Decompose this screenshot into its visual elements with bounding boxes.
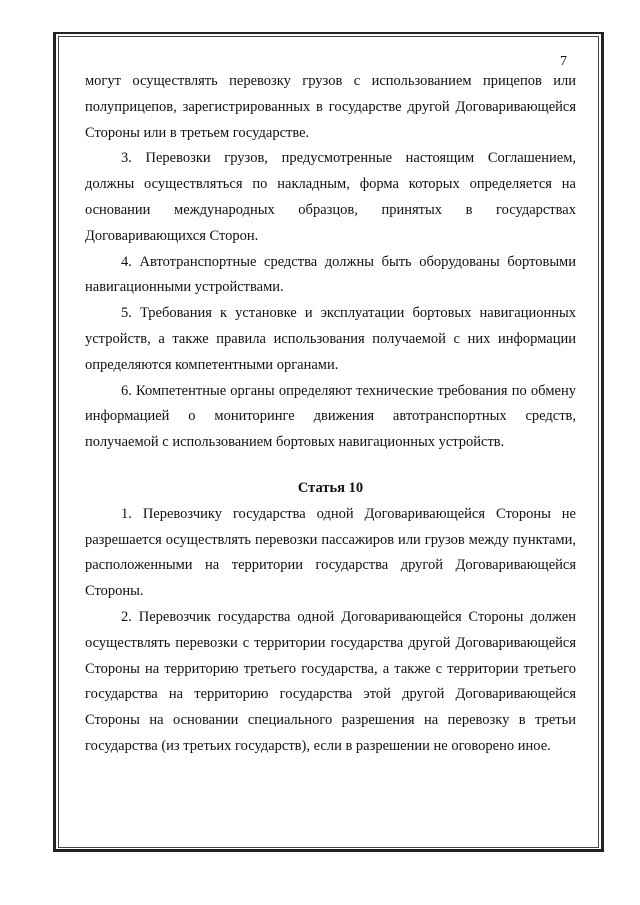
paragraph-clause-4: 4. Автотранспортные средства должны быть оборудованы бортовыми навигационными устройствами. [85,253,576,296]
paragraph-article10-clause-2: 2. Перевозчик государства одной Договаривающейся Стороны должен осуществлять перевозки с территории государства другой Договаривающейся Стороны на территорию третьего государства, а также с территории третьего государства на территорию государства этой другой Договаривающейся Стороны на основании специального разрешения на перевозку в третьи государства (из третьих государств), если в разрешении не оговорено иное. [85,608,576,754]
article-heading: Статья 10 [297,479,364,496]
paragraph-clause-6: 6. Компетентные органы определяют технические требования по обмену информацией о мониторинге движения автотранспортных средств, получаемой с использованием бортовых навигационных устройств. [85,382,576,451]
paragraph-article10-clause-1: 1. Перевозчику государства одной Договаривающейся Стороны не разрешается осуществлять перевозки пассажиров или грузов между пунктами, расположенными на территории государства другой Договаривающейся Стороны. [85,505,576,600]
page-number: 7 [560,54,567,69]
paragraph-clause-5: 5. Требования к установке и эксплуатации бортовых навигационных устройств, а также правила использования получаемой с них информации определяются компетентными органами. [85,305,576,373]
paragraph-clause-3: 3. Перевозки грузов, предусмотренные настоящим Соглашением, должны осуществляться по накладным, форма которых определяется на основании международных образцов, принятых в государствах Договаривающихся Сторон. [85,150,576,244]
paragraph-continuation: могут осуществлять перевозку грузов с использованием прицепов или полуприцепов, зарегистрированных в государстве другой Договаривающейся Стороны или в третьем государстве. [85,73,576,141]
document-body [85,69,576,760]
